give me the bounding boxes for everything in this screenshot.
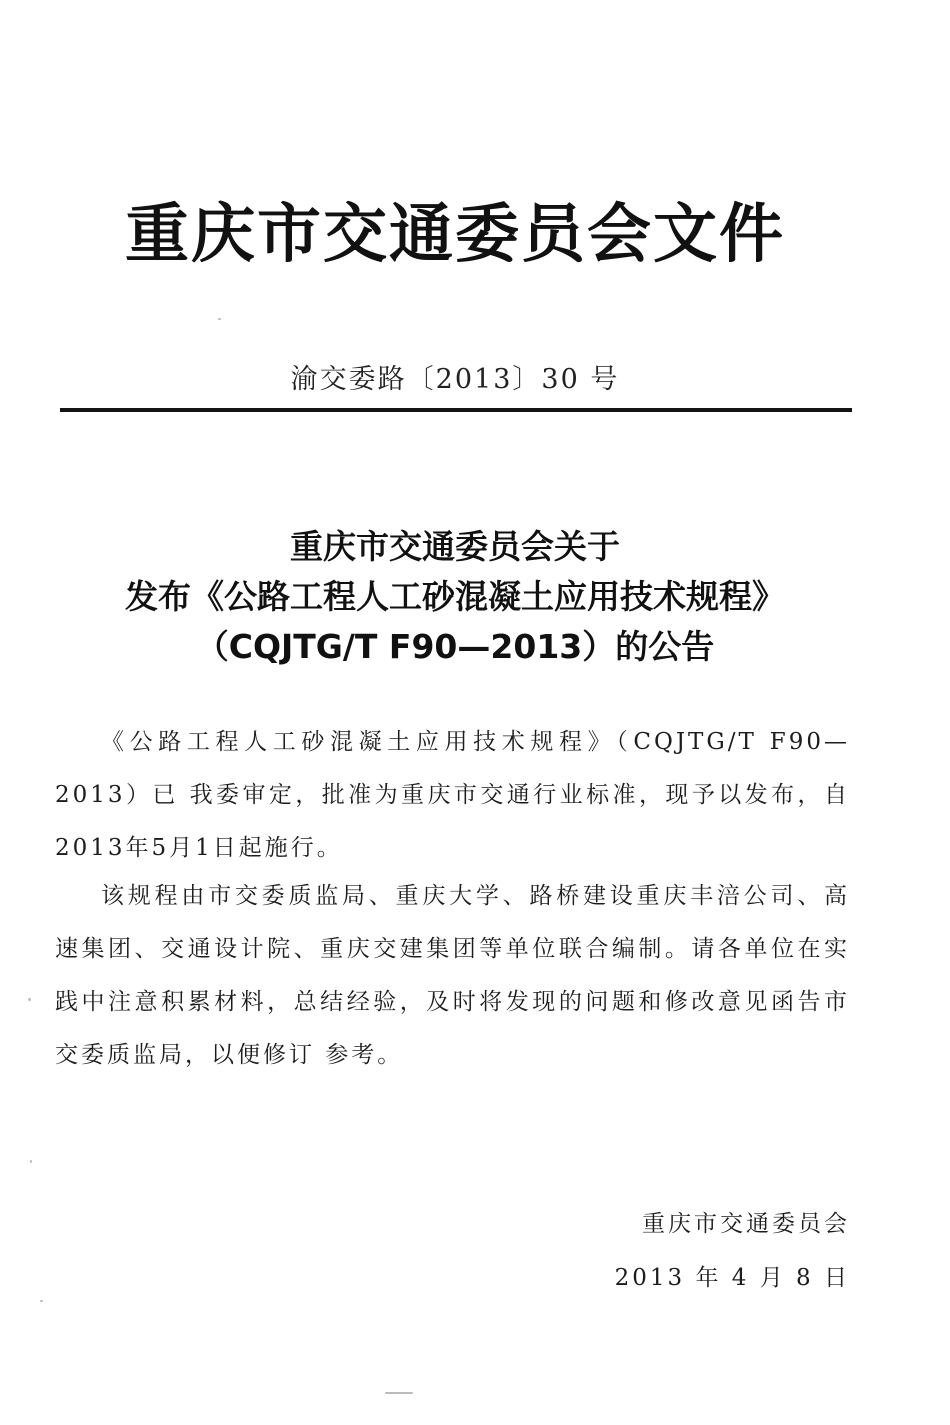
- issuer-header: 重庆市交通委员会文件: [125, 198, 785, 272]
- paragraph-1-text: 《公路工程人工砂混凝土应用技术规程》（CQJTG/T F90—2013）已 我委审定，批准为重庆市交通行业标准，现予以发布，自2013年5月1日起施行。: [55, 729, 850, 861]
- announcement-title: [60, 522, 850, 672]
- scan-speck: [28, 998, 31, 1001]
- signature-organization: 重庆市交通委员会: [642, 1211, 850, 1237]
- scan-speck: [40, 1300, 43, 1302]
- title-line-2: 发布《公路工程人工砂混凝土应用技术规程》: [125, 577, 785, 616]
- title-line-3: （CQJTG/T F90—2013）的公告: [195, 627, 715, 666]
- body-paragraph-2: [55, 870, 850, 1082]
- signature-date: 2013 年 4 月 8 日: [614, 1265, 850, 1291]
- paragraph-2-text: 该规程由市交委质监局、重庆大学、路桥建设重庆丰涪公司、高速集团、交通设计院、重庆交建集团等单位联合编制。请各单位在实践中注意积累材料，总结经验，及时将发现的问题和修改意见函告市交委质监局，以便修订 参考。: [55, 883, 850, 1068]
- header-divider: [60, 408, 852, 412]
- scan-speck: [385, 1392, 413, 1394]
- scan-speck: [218, 318, 221, 320]
- scan-speck: [30, 1160, 32, 1163]
- document-number: 渝交委路〔2013〕30 号: [290, 364, 620, 395]
- body-paragraph-1: [55, 716, 850, 875]
- title-line-1: 重庆市交通委员会关于: [290, 527, 620, 566]
